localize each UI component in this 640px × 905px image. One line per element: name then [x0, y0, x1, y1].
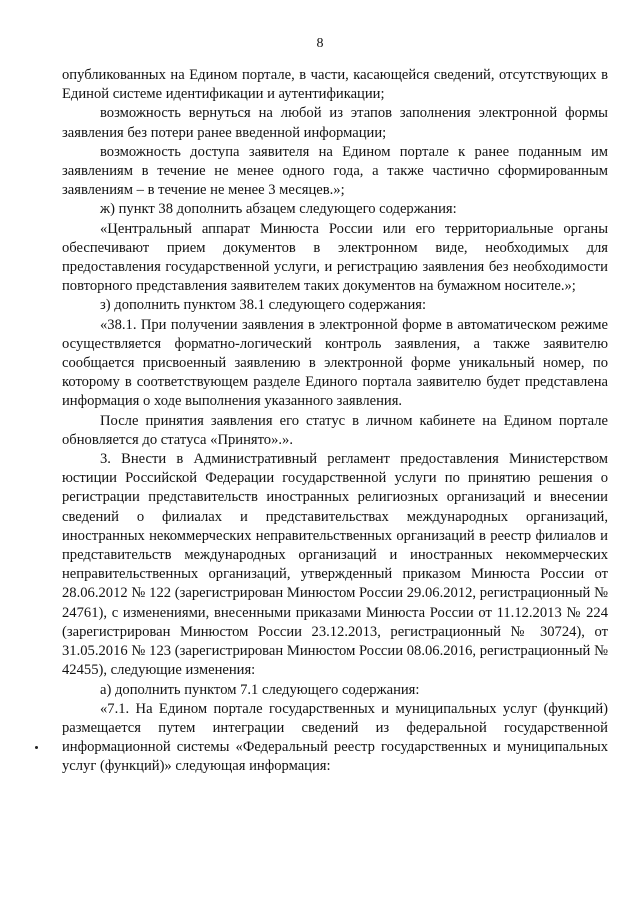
- paragraph: «Центральный аппарат Минюста России или его территориальные органы обеспечивают прием документов в электронном виде, необходимых для предоставления государственной услуги, и регистрацию заявления без необходимости повторного представления заявителем таких документов на бумажном носителе.»;: [62, 220, 608, 295]
- paragraph: возможность вернуться на любой из этапов заполнения электронной формы заявления без потери ранее введенной информации;: [62, 105, 608, 141]
- scan-speck: [35, 746, 38, 749]
- paragraph: ж) пункт 38 дополнить абзацем следующего содержания:: [100, 201, 457, 218]
- paragraph: з) дополнить пунктом 38.1 следующего содержания:: [100, 297, 427, 314]
- paragraph: «38.1. При получении заявления в электронной форме в автоматическом режиме осуществляется форматно-логический контроль заявления, а также заявителю сообщается присвоенный заявлению в электронной форме уникальный номер, по которому в соответствующем разделе Единого портала заявителю будет представлена информация о ходе выполнения указанного заявления.: [62, 316, 608, 410]
- paragraph: «7.1. На Едином портале государственных и муниципальных услуг (функций) размещается путем интеграции сведений из федеральной государственной информационной системы «Федеральный реестр государственных и муниципальных услуг (функций)» следующая информация:: [62, 700, 608, 775]
- document-body: [62, 66, 608, 777]
- paragraph: После принятия заявления его статус в личном кабинете на Едином портале обновляется до статуса «Принято».».: [62, 412, 608, 448]
- paragraph: опубликованных на Едином портале, в части, касающейся сведений, отсутствующих в Единой системе идентификации и аутентификации;: [62, 67, 608, 103]
- page-number: 8: [316, 36, 324, 51]
- paragraph: 3. Внести в Административный регламент предоставления Министерством юстиции Российской Федерации государственной услуги по принятию решения о регистрации представительств иностранных религиозных организаций и внесении сведений о филиалах и представительствах международных организаций, иностранных некоммерческих неправительственных организаций в реестр филиалов и представительств международных организаций и иностранных некоммерческих неправительственных организаций, утвержденный приказом Минюста России от 28.06.2012 № 122 (зарегистрирован Минюстом России 29.06.2012, регистрационный № 24761), с изменениями, внесенными приказами Минюста России от 11.12.2013 № 224 (зарегистрирован Минюстом России 23.12.2013, регистрационный № 30724), от 31.05.2016 № 123 (зарегистрирован Минюстом России 08.06.2016, регистрационный № 42455), следующие изменения:: [62, 451, 608, 679]
- paragraph: возможность доступа заявителя на Едином портале к ранее поданным им заявлениям в течение не менее одного года, а также частично сформированным заявлениям – в течение не менее 3 месяцев.»;: [62, 143, 608, 199]
- paragraph: а) дополнить пунктом 7.1 следующего содержания:: [100, 681, 420, 698]
